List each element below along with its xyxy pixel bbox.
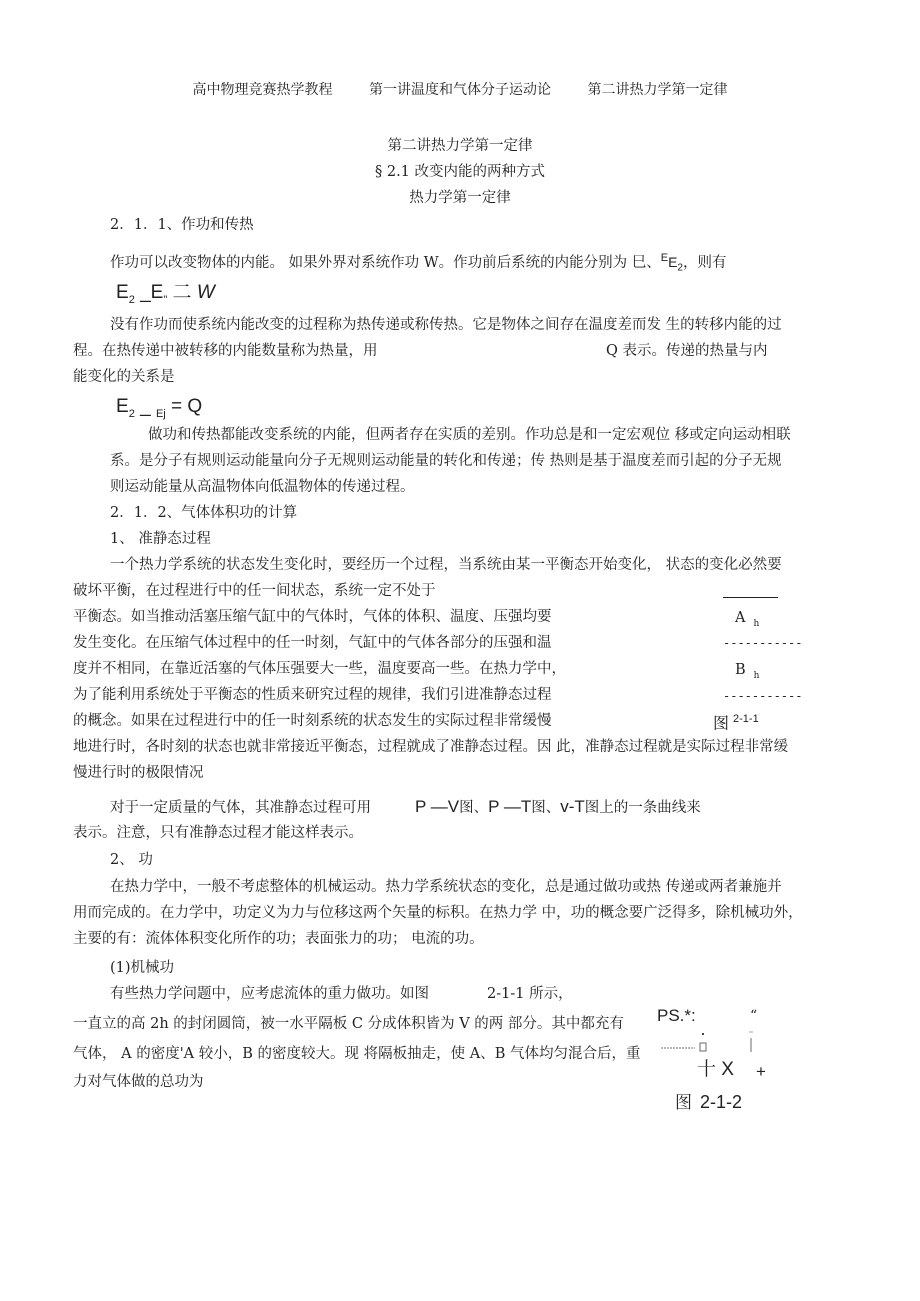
- pv-diagram-note: 表示。注意，只有准静态过程才能这样表示。: [73, 825, 363, 841]
- figure-2-1-1-caption: 图 $^{2-1-1}$: [713, 713, 759, 733]
- subheading-mechanical-work: (1)机械功: [110, 960, 175, 976]
- paragraph-work-intro: 作功可以改变物体的内能。 如果外界对系统作功 W。作功前后系统的内能分别为 巳、$^EE_2$，则有: [110, 252, 727, 274]
- chapter-title: 第二讲热力学第一定律: [387, 138, 533, 154]
- paragraph-heat-line2b: Q 表示。传递的热量与内: [606, 343, 768, 359]
- quasi-static-line9: 慢进行时的极限情况: [73, 765, 204, 781]
- paragraph-heat-line3: 能变化的关系是: [73, 369, 175, 385]
- figure-2-1-1-bottom: -----------: [723, 689, 803, 703]
- subheading-quasi-static: 1、 准静态过程: [110, 531, 211, 547]
- work-line1: 在热力学中，一般不考虑整体的机械运动。热力学系统状态的变化，总是通过做功或热 传递或两者兼施并: [110, 879, 782, 895]
- paragraph-compare-line2: 系。是分子有规则运动能量向分子无规则运动能量的转化和传递；传 热则是基于温度差而引起的分子无规: [110, 453, 782, 469]
- equation-2: $E_2$ _ $_{Ej}$ = Q: [116, 396, 203, 420]
- quasi-static-line7: 的概念。如果在过程进行中的任一时刻系统的状态发生的实际过程非常缓慢: [73, 713, 552, 729]
- paragraph-compare-line1: 做功和传热都能改变系统的内能，但两者存在实质的差别。作功总是和一定宏观位 移或定向运动相联: [148, 427, 791, 443]
- figure-2-1-2-label-x: 十 X: [697, 1059, 734, 1080]
- quasi-static-line8: 地进行时，各时刻的状态也就非常接近平衡态，过程就成了准静态过程。因 此，准静态过程就是实际过程非常缓: [73, 739, 789, 755]
- quasi-static-line3: 平衡态。如当推动活塞压缩气缸中的气体时，气体的体积、温度、压强均要: [73, 609, 552, 625]
- heading-2-1-1: 2．1．1、作功和传热: [110, 217, 254, 233]
- pv-diagram-line: 对于一定质量的气体，其准静态过程可用 P —V图、P —T图、v-T图上的一条曲线来: [110, 797, 701, 816]
- paragraph-compare-line3: 则运动能量从高温物体向低温物体的传递过程。: [110, 479, 415, 495]
- header-lecture-2: 第二讲热力学第一定律: [587, 82, 728, 98]
- quasi-static-line1: 一个热力学系统的状态发生变化时，要经历一个过程，当系统由某一平衡态开始变化， 状态的变化必然要: [110, 557, 782, 573]
- mechanical-work-line2: 一直立的高 2h 的封闭圆筒，被一水平隔板 C 分成体积皆为 V 的两 部分。其中都充有: [73, 1016, 624, 1032]
- mechanical-work-line1: 有些热力学问题中，应考虑流体的重力做功。如图 2-1-1 所示，: [110, 986, 573, 1002]
- e2-subscript: 2: [677, 262, 683, 274]
- work-line2: 用而完成的。在力学中，功定义为力与位移这两个矢量的标积。在热力学 中，功的概念要广泛得多，除机械功外，: [73, 905, 803, 921]
- figure-2-1-1-top-line: [723, 597, 778, 598]
- subheading-work: 2、 功: [110, 852, 153, 868]
- equation-1: $E_2$ $\_E_"$ 二 W: [116, 282, 215, 306]
- figure-2-1-1-label-a: A $_h$: [735, 610, 760, 629]
- subsection-title: 热力学第一定律: [409, 190, 511, 206]
- mechanical-work-line4: 力对气体做的总功为: [73, 1074, 204, 1090]
- figure-2-1-2-quote: “: [750, 1008, 758, 1024]
- running-header: [0, 80, 920, 100]
- work-line3: 主要的有：流体体积变化所作的功；表面张力的功； 电流的功。: [73, 931, 484, 947]
- figure-2-1-2-caption: 图 2-1-2: [675, 1092, 743, 1113]
- paragraph-heat-line1: 没有作功而使系统内能改变的过程称为热传递或称传热。它是物体之间存在温度差而发 生的转移内能的过: [110, 317, 782, 333]
- header-book-title: 高中物理竞赛热学教程: [192, 82, 333, 98]
- figure-2-1-1-label-b: B $_h$: [735, 662, 760, 681]
- paragraph-heat-line2a: 程。在热传递中被转移的内能数量称为热量，用: [73, 343, 378, 359]
- quasi-static-line5: 度并不相同，在靠近活塞的气体压强要大一些，温度要高一些。在热力学中，: [73, 661, 566, 677]
- quasi-static-line4: 发生变化。在压缩气体过程中的任一时刻，气缸中的气体各部分的压强和温: [73, 635, 552, 651]
- quasi-static-line2: 破坏平衡，在过程进行中的任一间状态，系统一定不处于: [73, 583, 436, 599]
- e2-symbol: E: [668, 253, 678, 270]
- figure-2-1-2-label-ps: PS.*:: [657, 1006, 696, 1025]
- figure-2-1-2-sketch: [655, 1028, 765, 1058]
- figure-2-1-1-partition: -----------: [723, 636, 803, 650]
- header-lecture-1: 第一讲温度和气体分子运动论: [369, 82, 551, 98]
- quasi-static-line6: 为了能利用系统处于平衡态的性质来研究过程的规律，我们引进准静态过程: [73, 687, 552, 703]
- section-title: § 2.1 改变内能的两种方式: [374, 164, 546, 180]
- e2-sup: E: [660, 252, 669, 264]
- figure-2-1-2-plus: +: [756, 1062, 766, 1081]
- mechanical-work-line3: 气体， A 的密度'A 较小，B 的密度较大。现 将隔板抽走，使 A、B 气体均匀混合后，重: [73, 1046, 641, 1062]
- heading-2-1-2: 2．1．2、气体体积功的计算: [110, 505, 298, 521]
